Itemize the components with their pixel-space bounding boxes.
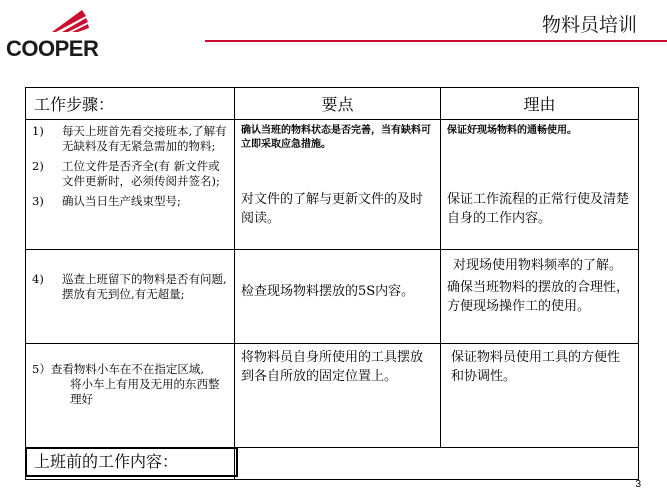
reasons-cell (441, 250, 639, 344)
reason-text-2: 确保当班物料的摆放的合理性，方便现场操作工的使用。 (447, 280, 630, 314)
section-label: 上班前的工作内容： (25, 447, 238, 477)
steps-cell (26, 344, 235, 448)
step-item: 1) 每天上班首先看交接班本,了解有无缺料及有无紧急需加的物料; (32, 124, 227, 153)
point-text: 将物料员自身所使用的工具摆放到各自所放的固定位置上。 (241, 350, 424, 384)
reason-bold-text: 保证好现场物料的通畅使用。 (447, 125, 577, 136)
points-cell (235, 344, 441, 448)
steps-cell (26, 120, 235, 250)
table-row (26, 250, 639, 344)
step-item: 2) 工位文件是否齐全(有 新文件或文件更新时，必须传阅并签名); (32, 159, 220, 188)
reason-text: 保证工作流程的正常行使及清楚自身的工作内容。 (447, 192, 630, 226)
step-item: 3) 确认当日生产线束型号; (32, 194, 181, 208)
title-divider (205, 40, 667, 42)
step-item: 4) 巡查上班留下的物料是否有问题,摆放有无到位,有无超量; (32, 272, 227, 301)
steps-cell (26, 250, 235, 344)
points-cell (235, 120, 441, 250)
point-text: 对文件的了解与更新文件的及时阅读。 (241, 192, 424, 226)
logo-wordmark: COOPER (6, 36, 99, 61)
table-header-row (26, 88, 639, 120)
page-title: 物料员培训 (541, 14, 637, 36)
header-points: 要点 (235, 88, 441, 120)
page-number: 3 (635, 479, 641, 490)
point-bold-text: 确认当班的物料状态是否完善，当有缺料可立即采取应急措施。 (241, 125, 431, 150)
cooper-logo (6, 6, 116, 60)
point-text: 检查现场物料摆放的5S内容。 (241, 284, 415, 299)
steps-table (25, 87, 639, 480)
header-reasons: 理由 (441, 88, 639, 120)
points-cell (235, 250, 441, 344)
reason-text: 保证物料员使用工具的方便性和协调性。 (451, 350, 621, 384)
header-steps: 工作步骤： (26, 88, 235, 120)
reason-text-1: 对现场使用物料频率的了解。 (453, 258, 623, 273)
reasons-cell (441, 344, 639, 448)
reasons-cell (441, 120, 639, 250)
step-item: 5）查看物料小车在不在指定区域, 将小车上有用及无用的东西整理好 (32, 362, 220, 406)
table-row (26, 120, 639, 250)
table-row (26, 344, 639, 448)
cooper-logo-mark (48, 6, 90, 32)
